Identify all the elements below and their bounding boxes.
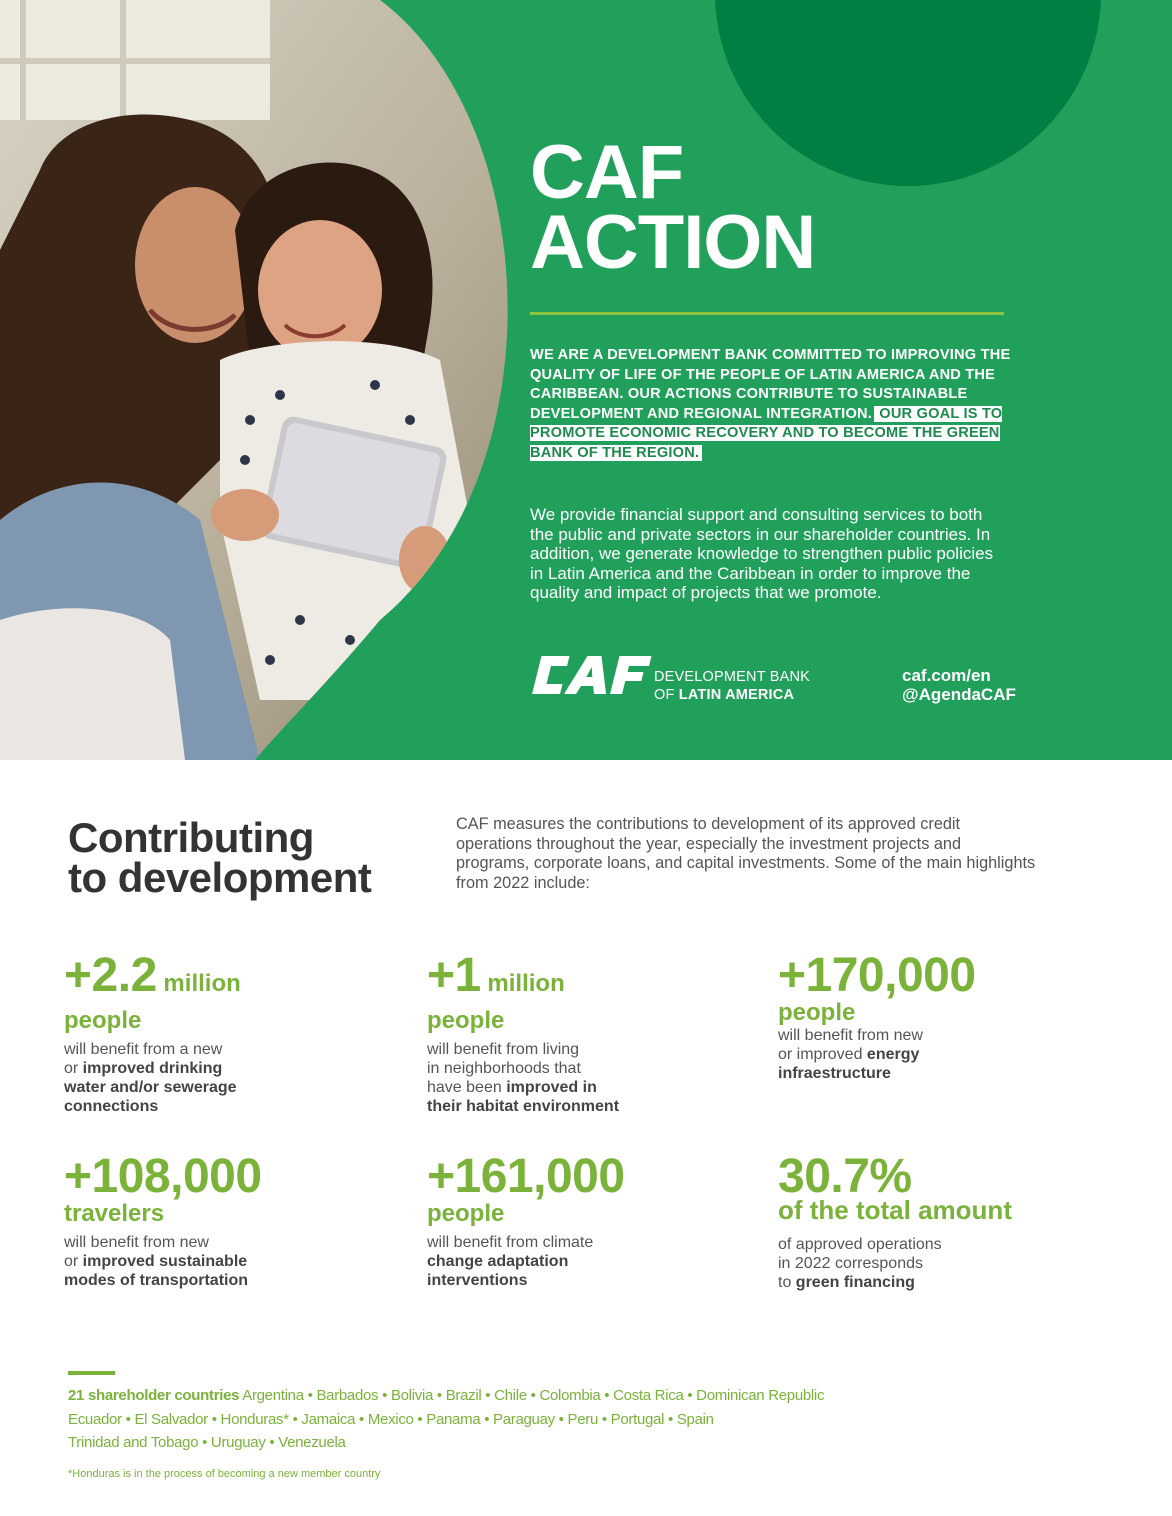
desc-line: will benefit from new [64, 1234, 209, 1251]
desc-line: water and/or sewerage [64, 1079, 237, 1096]
desc-line: or improved drinking [64, 1060, 223, 1077]
desc-line: in neighborhoods that [427, 1060, 581, 1077]
stat-value [64, 949, 241, 1008]
stat-description [427, 1233, 625, 1290]
stat-subject: travelers [64, 1200, 165, 1227]
title-divider [530, 312, 1004, 315]
desc-line: in 2022 corresponds [778, 1255, 923, 1272]
stat-description [778, 1235, 1012, 1292]
section-intro: CAF measures the contributions to development of its approved credit operations throughout the year, especially the investment projects and programs, corporate loans, and capital investments. Some of the main highlights from 2022 include: [456, 815, 1036, 892]
shareholder-countries [68, 1384, 1068, 1455]
mission-statement [530, 346, 1030, 463]
logo-tagline-line-2 [654, 686, 810, 704]
footnote: *Honduras is in the process of becoming a new member country [68, 1468, 381, 1480]
stat-description [778, 1026, 976, 1083]
footer-accent-bar [68, 1371, 115, 1375]
countries-line-3: Trinidad and Tobago • Uruguay • Venezuela [68, 1434, 346, 1451]
countries-line-2: Ecuador • El Salvador • Honduras* • Jamaica • Mexico • Panama • Paraguay • Peru • Portugal • Spain [68, 1410, 714, 1428]
title-line-2: ACTION [530, 200, 816, 285]
stat-description [64, 1233, 262, 1290]
countries-label: 21 shareholder countries [68, 1387, 240, 1404]
countries-line-1: Argentina • Barbados • Bolivia • Brazil • Chile • Colombia • Costa Rica • Dominican Republic [239, 1387, 825, 1404]
mission-text: WE ARE A DEVELOPMENT BANK COMMITTED TO IMPROVING THE QUALITY OF LIFE OF THE PEOPLE OF LATIN AMERICA AND THE CARIBBEAN. OUR ACTIONS CONTRIBUTE TO SUSTAINABLE DEVELOPMENT AND REGIONAL INTEGRATION. [530, 347, 1011, 422]
desc-line: infraestructure [778, 1065, 891, 1082]
stat-unit: million [156, 970, 241, 997]
stat-value: 30.7% [778, 1150, 912, 1203]
mission-highlight: OUR GOAL IS TO PROMOTE ECONOMIC RECOVERY AND TO BECOME THE GREEN BANK OF THE REGION. [530, 405, 1003, 461]
tagline-of: OF [654, 687, 679, 703]
stat-subject: people [778, 999, 856, 1026]
section-title [68, 814, 372, 901]
desc-line: their habitat environment [427, 1098, 620, 1115]
stat-climate-adaptation [427, 1150, 625, 1290]
contact-links [902, 666, 1016, 704]
stat-transportation [64, 1150, 262, 1290]
stat-subject: people [427, 1200, 505, 1227]
stat-energy [778, 949, 976, 1083]
stat-number: +1 [427, 949, 481, 1002]
stat-value: +170,000 [778, 949, 976, 1002]
section-title-line-1: Contributing [68, 814, 314, 861]
stat-value [427, 949, 619, 1008]
desc-line: modes of transportation [64, 1272, 249, 1289]
desc-line: will benefit from new [778, 1027, 923, 1044]
stat-green-financing [778, 1150, 1012, 1292]
logo-tagline [654, 668, 810, 704]
logo-tagline-line-1: DEVELOPMENT BANK [654, 669, 811, 685]
stat-value: +108,000 [64, 1150, 262, 1203]
page-title [530, 130, 816, 285]
desc-line: or improved sustainable [64, 1253, 248, 1270]
stat-subject: people [427, 1007, 505, 1034]
stat-value: +161,000 [427, 1150, 625, 1203]
tagline-latin-america: LATIN AMERICA [678, 687, 795, 703]
desc-line: will benefit from climate [427, 1234, 594, 1251]
desc-line: to green financing [778, 1274, 915, 1291]
desc-line: connections [64, 1098, 159, 1115]
stat-description [64, 1040, 241, 1116]
stat-description [427, 1040, 619, 1116]
desc-line: interventions [427, 1272, 528, 1289]
stat-subject: of the total amount [778, 1195, 1012, 1225]
stat-drinking-water [64, 949, 241, 1116]
desc-line: will benefit from living [427, 1041, 580, 1058]
desc-line: have been improved in [427, 1079, 597, 1096]
section-title-line-2: to development [68, 854, 372, 901]
stat-subject: people [64, 1007, 142, 1034]
desc-line: will benefit from a new [64, 1041, 223, 1058]
stat-habitat [427, 949, 620, 1116]
about-paragraph: We provide financial support and consulting services to both the public and private sectors in our shareholder countries. In addition, we generate knowledge to strengthen public policies in Latin America and the Caribbean in order to improve the quality and impact of projects that we promote. [530, 505, 994, 602]
stat-number: +2.2 [64, 949, 157, 1002]
title-line-1: CAF [530, 130, 684, 215]
stat-unit: million [480, 970, 565, 997]
desc-line: or improved energy [778, 1046, 920, 1063]
desc-line: change adaptation [427, 1253, 569, 1270]
website-link[interactable]: caf.com/en [902, 666, 991, 685]
desc-line: of approved operations [778, 1236, 942, 1253]
twitter-handle-link[interactable]: @AgendaCAF [902, 685, 1016, 704]
caf-logo-icon [530, 646, 654, 702]
